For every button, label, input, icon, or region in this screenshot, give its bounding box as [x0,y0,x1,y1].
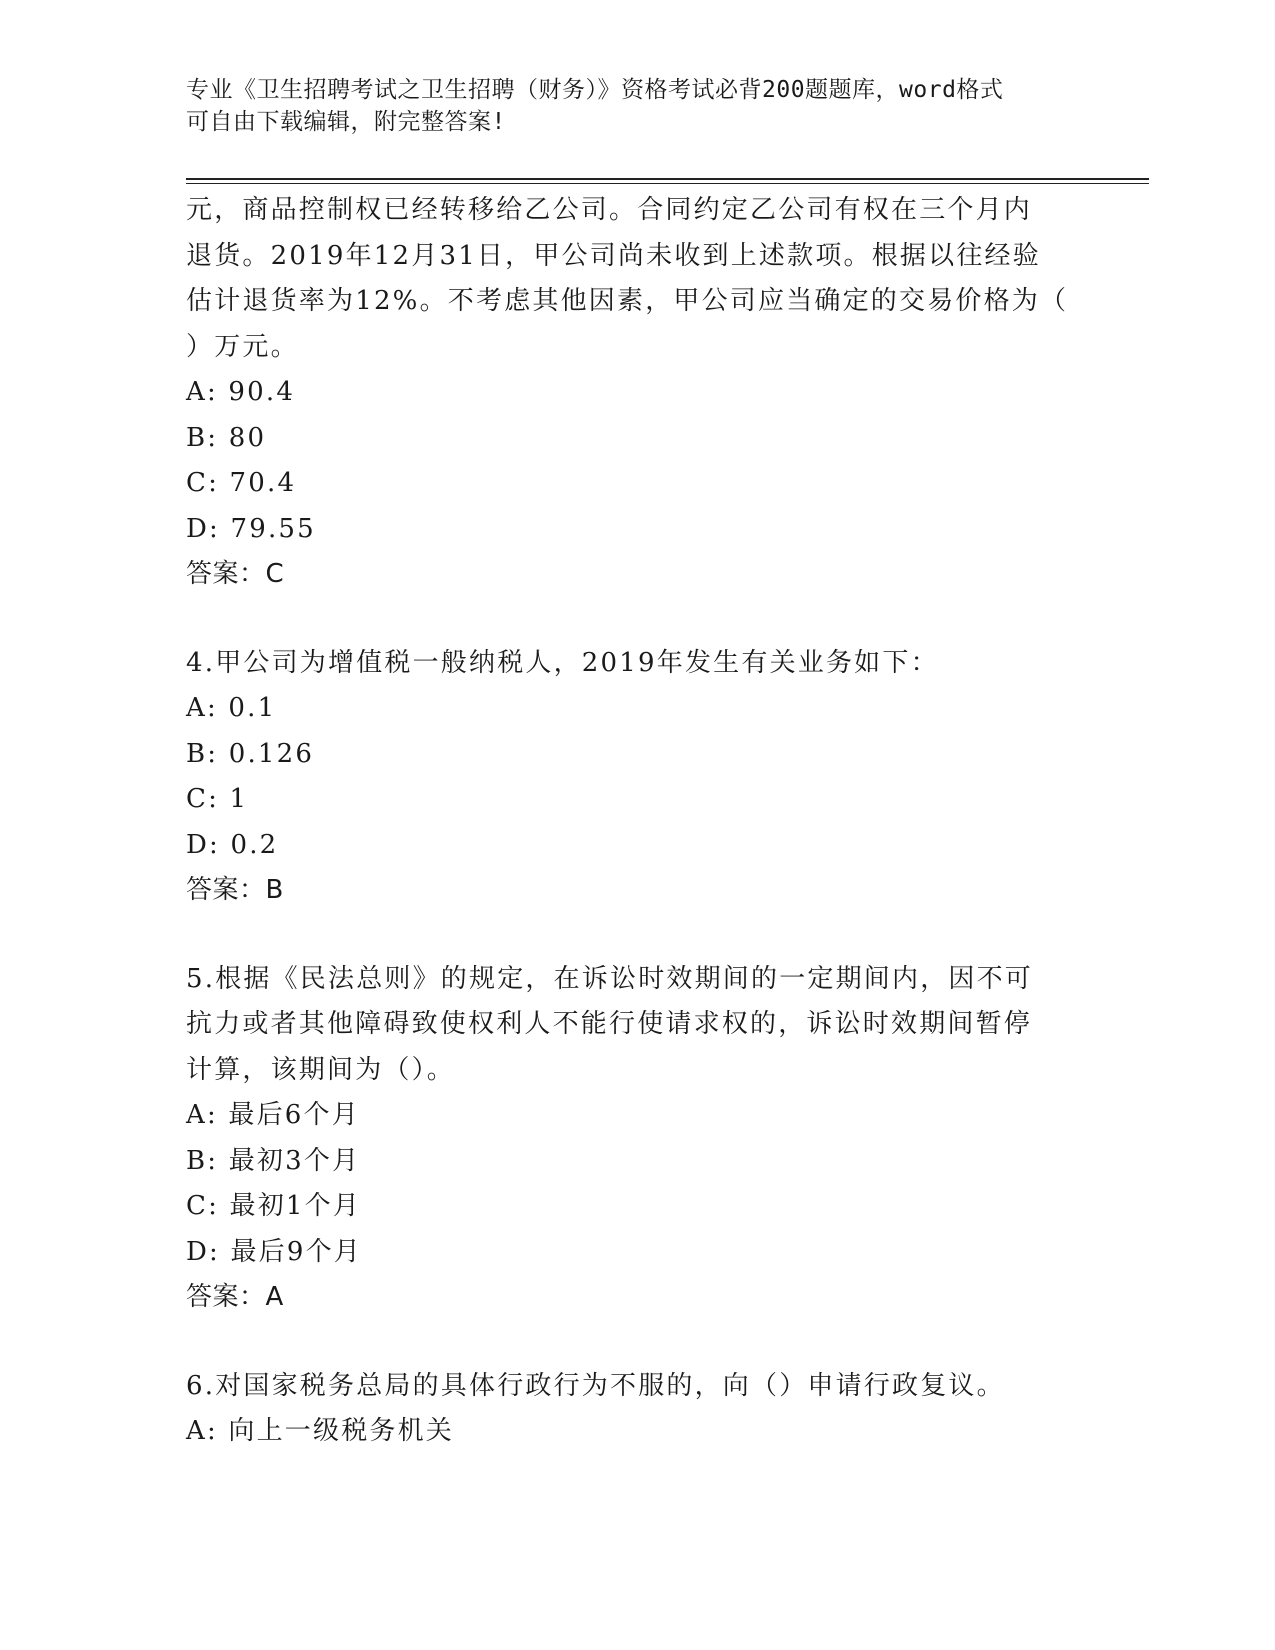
option-a: A: 0.1 [186,693,277,723]
option-b: B: 最初3个月 [186,1145,361,1176]
option-b: B: 0.126 [186,738,315,769]
header-title-line-2: 可自由下载编辑，附完整答案! [186,109,506,135]
document-body [186,188,1069,1455]
option-c: C: 最初1个月 [186,1191,362,1221]
option-c: C: 1 [186,784,249,814]
answer-line: 答案：B [186,875,284,905]
option-d: D: 0.2 [186,829,279,860]
document-header [186,74,1066,138]
option-d: D: 79.55 [186,513,316,544]
question-spacer [186,914,1066,957]
header-divider-bottom [186,183,1149,184]
answer-line: 答案：A [186,1282,284,1312]
question-6 [186,1364,1066,1455]
option-b: B: 80 [186,422,267,453]
question-stem-line: 抗力或者其他障碍致使权利人不能行使请求权的，诉讼时效期间暂停 [186,1009,1033,1039]
option-a: A: 最后6个月 [186,1100,360,1130]
header-divider-top [186,178,1149,180]
question-stem-line: 6.对国家税务总局的具体行政行为不服的，向（）申请行政复议。 [186,1370,1005,1401]
header-title-line-1: 专业《卫生招聘考试之卫生招聘（财务）》资格考试必背200题题库，word格式 [186,77,1004,103]
question-stem-line: 元，商品控制权已经转移给乙公司。合同约定乙公司有权在三个月内 [186,195,1033,225]
question-4 [186,641,1066,914]
option-c: C: 70.4 [186,468,297,498]
question-stem-line: 估计退货率为12%。不考虑其他因素，甲公司应当确定的交易价格为（ [186,286,1069,316]
question-stem-line: 计算，该期间为（）。 [186,1054,456,1085]
question-stem-line: 4.甲公司为增值税一般纳税人，2019年发生有关业务如下： [186,647,939,678]
question-stem-line: 5.根据《民法总则》的规定，在诉讼时效期间的一定期间内，因不可 [186,963,1034,994]
answer-line: 答案：C [186,559,285,589]
question-spacer [186,1321,1066,1364]
question-5 [186,957,1066,1321]
question-stem-line: 退货。2019年12月31日，甲公司尚未收到上述款项。根据以往经验 [186,240,1041,271]
option-a: A: 90.4 [186,377,296,407]
option-a: A: 向上一级税务机关 [186,1416,455,1446]
question-stem-line: ）万元。 [186,331,299,362]
question-3 [186,188,1069,598]
question-spacer [186,598,1066,641]
option-d: D: 最后9个月 [186,1236,363,1267]
